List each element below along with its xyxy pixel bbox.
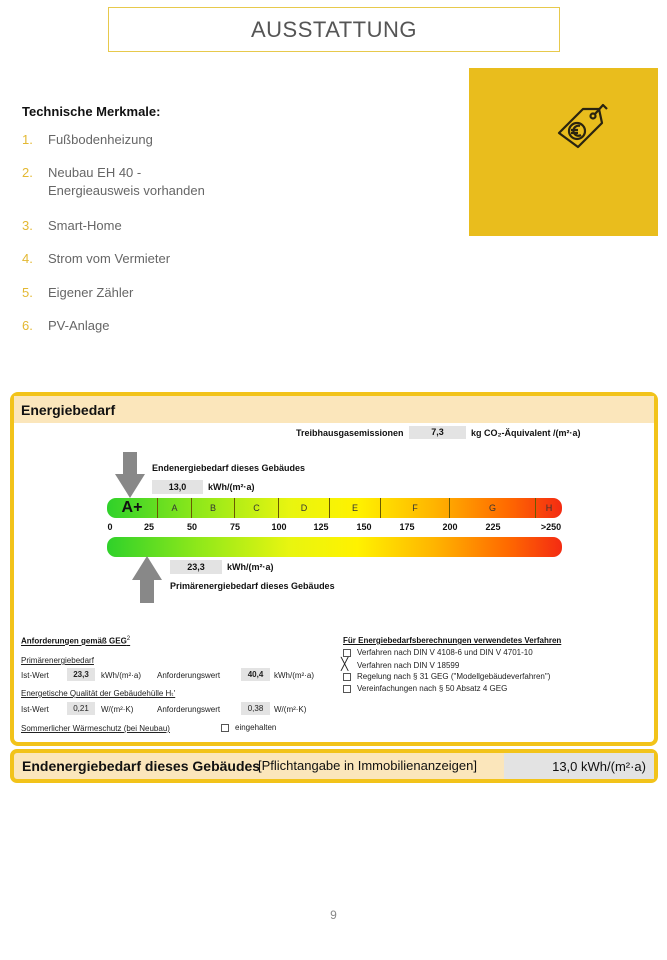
method-item: Verfahren nach DIN V 4108-6 und DIN V 4701-10 [343,648,533,657]
anf-label: Anforderungswert [157,705,221,714]
arrow-down-icon [115,452,145,498]
unit: kWh/(m²·a) [101,671,141,680]
class-a: A [158,498,192,518]
tick: 50 [186,522,198,532]
class-a-plus: A+ [107,498,158,518]
primary-energy-value: 23,3 [170,560,222,574]
ist-label: Ist-Wert [21,671,49,680]
anf-label: Anforderungswert [157,671,221,680]
unit: W/(m²·K) [101,705,134,714]
anf-hull-value: 0,38 [241,702,270,715]
method-item: Regelung nach § 31 GEG ("Modellgebäudeverfahren") [343,672,550,681]
primary-req-heading: Primärenergiebedarf [21,656,94,665]
tick: >250 [540,522,562,532]
price-tag-euro-icon [555,100,611,156]
tick: 100 [271,522,287,532]
end-energy-label: Endenergiebedarf dieses Gebäudes [152,463,306,473]
page-title: AUSSTATTUNG [108,7,560,52]
unit: W/(m²·K) [274,705,307,714]
tick: 200 [442,522,458,532]
ghg-unit: kg CO₂-Äquivalent /(m²·a) [471,428,581,438]
ist-hull-value: 0,21 [67,702,95,715]
requirements-heading: Anforderungen gemäß GEG$^2$ [21,636,131,646]
final-value: 13,0 kWh/(m²·a) [504,753,654,779]
class-b: B [192,498,235,518]
tick: 150 [356,522,372,532]
hull-heading: Energetische Qualität der Gebäudehülle Hₜ' [21,689,176,698]
ghg-label: Treibhausgasemissionen [296,428,404,438]
end-energy-unit: kWh/(m²·a) [208,482,255,492]
method-item: Vereinfachungen nach § 50 Absatz 4 GEG [343,684,507,693]
method-item-checked: ╳ Verfahren nach DIN V 18599 [341,657,460,671]
ist-primary-value: 23,3 [67,668,95,681]
summer-checkbox: eingehalten [221,723,276,732]
energy-class-scale [107,498,562,518]
end-energy-value: 13,0 [152,480,203,494]
class-d: D [279,498,330,518]
class-c: C [235,498,279,518]
final-energy-bar [10,749,658,783]
class-h: H [545,503,553,513]
tick: 75 [229,522,241,532]
unit: kWh/(m²·a) [274,671,314,680]
ghg-value: 7,3 [409,426,466,439]
page-number: 9 [330,908,337,922]
primary-energy-unit: kWh/(m²·a) [227,562,274,572]
class-f: F [381,498,450,518]
tick: 25 [143,522,155,532]
tick: 175 [399,522,415,532]
ist-label: Ist-Wert [21,705,49,714]
arrow-up-icon [132,556,162,603]
final-note: [Pflichtangabe in Immobilienanzeigen] [258,758,477,773]
energy-heading: Energiebedarf [14,396,654,423]
tick: 125 [313,522,329,532]
icon-tile [469,68,658,236]
final-label: Endenergiebedarf dieses Gebäudes [22,758,261,774]
features-heading: Technische Merkmale: [22,104,161,119]
class-g: G [450,498,536,518]
tick: 225 [485,522,501,532]
methods-heading: Für Energiebedarfsberechnungen verwendetes Verfahren [343,636,562,645]
anf-primary-value: 40,4 [241,668,270,681]
primary-energy-scale [107,537,562,557]
class-e: E [330,498,381,518]
tick: 0 [107,522,113,532]
primary-energy-label: Primärenergiebedarf dieses Gebäudes [170,581,335,591]
summer-label: Sommerlicher Wärmeschutz (bei Neubau) [21,724,170,733]
